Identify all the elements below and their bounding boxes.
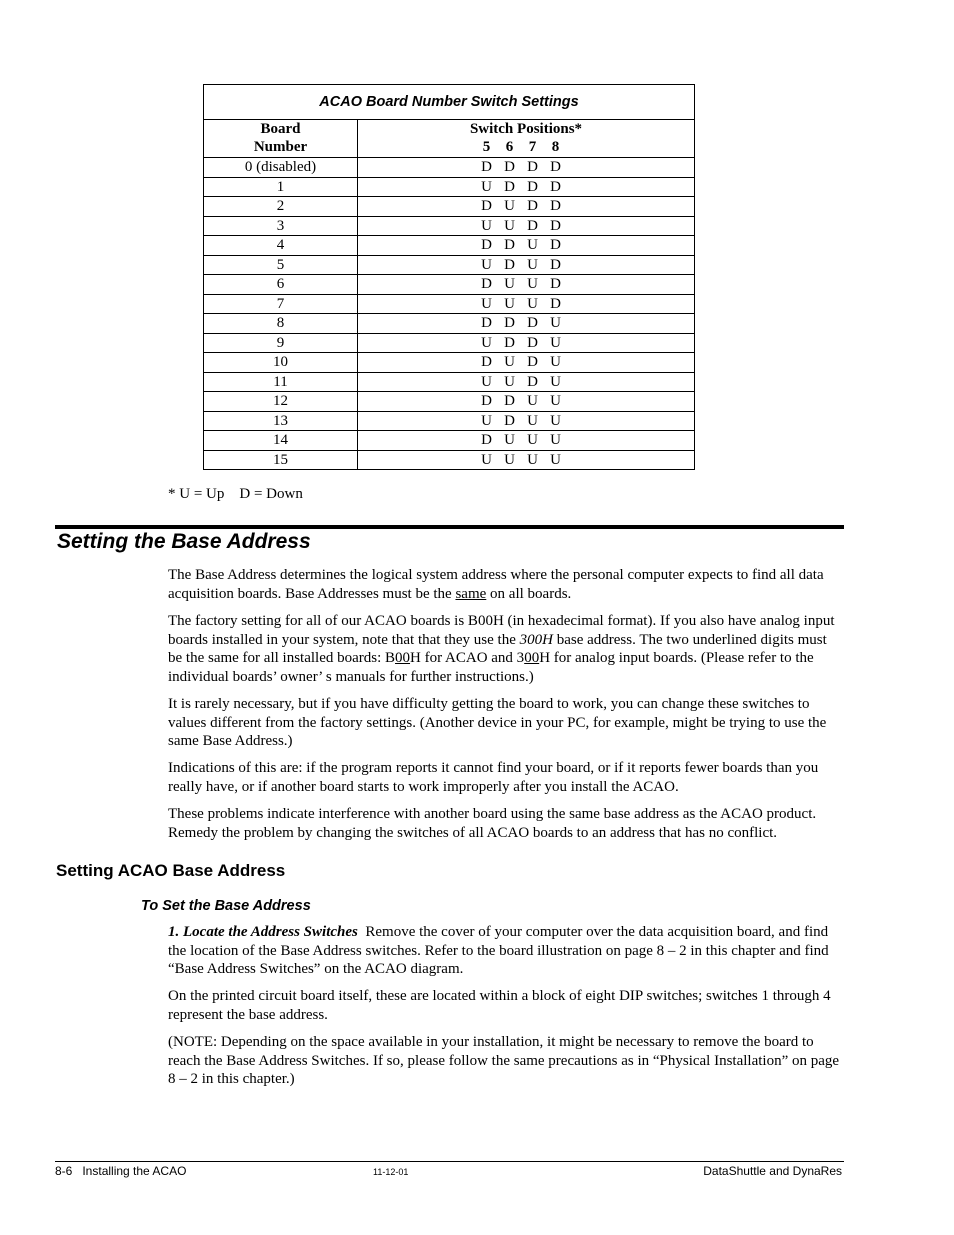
table-row	[204, 197, 695, 217]
switch-positions-cell	[358, 314, 695, 334]
footer-rule	[55, 1161, 844, 1162]
switch-number: 5	[482, 139, 491, 155]
switch-position: D	[504, 237, 515, 254]
paragraph-indications: Indications of this are: if the program reports it cannot find your board, or if it reports fewer boards than you really have, or if another board starts to work improperly after you install the ACAO.	[168, 760, 819, 795]
switch-position: D	[504, 315, 515, 332]
board-number-cell: 0 (disabled)	[204, 158, 358, 178]
para2-text-d: H for analog input boards. (Please refer to the individual boards’ owner’ s manuals for further instructions.)	[168, 650, 814, 685]
board-number-cell: 2	[204, 197, 358, 217]
switch-positions-group	[475, 334, 567, 352]
switch-position: U	[550, 393, 561, 410]
switch-position: U	[481, 217, 492, 234]
switch-position: U	[550, 315, 561, 332]
switch-settings-table-wrapper	[203, 84, 695, 470]
para2-text-a: The factory setting for all of our ACAO boards is B00H (in hexadecimal format). If you also have analog input boards installed in your system, note that that they use the	[168, 613, 835, 648]
switch-positions-cell	[358, 216, 695, 236]
board-number-cell: 5	[204, 255, 358, 275]
table-body	[204, 158, 695, 470]
paragraph-factory-setting	[168, 612, 844, 686]
table-row	[204, 450, 695, 470]
section-title: Setting the Base Address	[57, 530, 311, 553]
switch-positions-cell	[358, 294, 695, 314]
switch-position: U	[550, 432, 561, 449]
switch-position: U	[504, 276, 515, 293]
switch-positions-group	[475, 451, 567, 469]
table-row	[204, 255, 695, 275]
switch-position: D	[504, 159, 515, 176]
switch-position: D	[550, 256, 561, 273]
switch-position: D	[481, 354, 492, 371]
switch-positions-cell	[358, 255, 695, 275]
procedure-title: To Set the Base Address	[141, 898, 311, 914]
switch-position: U	[481, 178, 492, 195]
switch-position: D	[481, 315, 492, 332]
switch-position: U	[481, 334, 492, 351]
switch-position: D	[527, 217, 538, 234]
board-number-cell: 14	[204, 431, 358, 451]
switch-position: U	[481, 412, 492, 429]
switch-positions-cell	[358, 236, 695, 256]
board-number-cell: 9	[204, 333, 358, 353]
switch-position: D	[504, 334, 515, 351]
switch-positions-cell	[358, 177, 695, 197]
switch-positions-cell	[358, 275, 695, 295]
footer-right: DataShuttle and DynaRes	[703, 1164, 842, 1178]
switch-number: 7	[528, 139, 537, 155]
switch-positions-cell	[358, 450, 695, 470]
switch-positions-group	[475, 158, 567, 176]
switch-position: U	[481, 256, 492, 273]
table-row	[204, 392, 695, 412]
switch-number: 6	[505, 139, 514, 155]
switch-number-row	[475, 138, 567, 156]
para1-underlined: same	[455, 585, 487, 602]
section-rule	[55, 525, 844, 529]
switch-position: D	[527, 159, 538, 176]
header-board-line2: Number	[253, 139, 308, 155]
switch-positions-group	[475, 412, 567, 430]
switch-position: D	[550, 237, 561, 254]
switch-position: D	[504, 393, 515, 410]
table-row	[204, 333, 695, 353]
switch-position: U	[504, 217, 515, 234]
switch-position: D	[527, 354, 538, 371]
board-number-cell: 3	[204, 216, 358, 236]
header-switch-line1: Switch Positions*	[469, 121, 583, 137]
para1-text-a: The Base Address determines the logical system address where the personal computer expects to find all data acquisition boards. Base Addresses must be the	[168, 567, 824, 602]
switch-positions-group	[475, 275, 567, 293]
switch-position: D	[527, 198, 538, 215]
switch-position: D	[504, 178, 515, 195]
switch-position: D	[527, 178, 538, 195]
switch-position: U	[504, 354, 515, 371]
switch-position: D	[481, 198, 492, 215]
switch-positions-cell	[358, 431, 695, 451]
table-row	[204, 158, 695, 178]
paragraph-rarely-necessary: It is rarely necessary, but if you have difficulty getting the board to work, you can change these switches to values different from the factory settings. (Another device in your PC, for example, might be trying to use the same Base Address.)	[168, 696, 827, 749]
switch-position: U	[527, 295, 538, 312]
paragraph-interference: These problems indicate interference with another board using the same base address as the ACAO product. Remedy the problem by changing the switches of all ACAO boards to an address that has no conflict.	[168, 806, 817, 841]
footer-date: 11-12-01	[373, 1167, 409, 1177]
switch-position: D	[527, 334, 538, 351]
header-board-line1: Board	[260, 121, 301, 137]
switch-positions-cell	[358, 353, 695, 373]
subsection-title: Setting ACAO Base Address	[56, 861, 286, 880]
switch-position: D	[481, 432, 492, 449]
switch-position: U	[481, 295, 492, 312]
board-number-cell: 11	[204, 372, 358, 392]
board-number-cell: 8	[204, 314, 358, 334]
switch-positions-cell	[358, 197, 695, 217]
switch-positions-cell	[358, 392, 695, 412]
table-row	[204, 353, 695, 373]
switch-position: U	[504, 295, 515, 312]
board-number-cell: 7	[204, 294, 358, 314]
switch-position: U	[481, 451, 492, 468]
switch-positions-cell	[358, 411, 695, 431]
switch-position: U	[527, 256, 538, 273]
switch-position: U	[504, 373, 515, 390]
switch-position: U	[527, 237, 538, 254]
table-row	[204, 294, 695, 314]
switch-position: D	[550, 217, 561, 234]
para1-text-b: on all boards.	[486, 585, 572, 602]
para2-text-b: base address. The two underlined digits must be the same for all installed boards: B	[168, 631, 827, 666]
switch-position: U	[527, 432, 538, 449]
board-number-cell: 12	[204, 392, 358, 412]
switch-position: D	[550, 159, 561, 176]
switch-position: D	[550, 276, 561, 293]
switch-position: D	[550, 198, 561, 215]
para2-underlined-2: 00	[524, 650, 540, 666]
board-number-cell: 4	[204, 236, 358, 256]
board-number-cell: 1	[204, 177, 358, 197]
switch-positions-cell	[358, 333, 695, 353]
switch-position: D	[481, 159, 492, 176]
board-number-cell: 10	[204, 353, 358, 373]
board-number-cell: 13	[204, 411, 358, 431]
paragraph-note: (NOTE: Depending on the space available in your installation, it might be necessary to remove the board to reach the Base Address Switches. If so, please follow the same precautions as in “Physical Installation” on page 8 – 2 in this chapter.)	[168, 1034, 840, 1087]
switch-position: D	[481, 237, 492, 254]
switch-position: D	[550, 178, 561, 195]
switch-positions-group	[475, 373, 567, 391]
switch-position: U	[550, 334, 561, 351]
table-row	[204, 275, 695, 295]
switch-number: 8	[551, 139, 560, 155]
switch-positions-group	[475, 431, 567, 449]
switch-positions-group	[475, 178, 567, 196]
paragraph-base-address-intro	[168, 566, 844, 603]
header-board-number	[204, 120, 358, 158]
switch-positions-group	[475, 392, 567, 410]
switch-position: D	[527, 373, 538, 390]
para2-italic: 300H	[519, 631, 553, 648]
switch-positions-group	[475, 236, 567, 254]
switch-positions-group	[475, 353, 567, 371]
header-switch-positions	[358, 120, 695, 158]
table-row	[204, 431, 695, 451]
switch-position: U	[504, 432, 515, 449]
board-number-cell: 6	[204, 275, 358, 295]
table-row	[204, 372, 695, 392]
switch-position: U	[550, 354, 561, 371]
switch-position: D	[504, 256, 515, 273]
table-title: ACAO Board Number Switch Settings	[204, 85, 695, 120]
switch-position: D	[481, 276, 492, 293]
table-row	[204, 216, 695, 236]
para2-underlined-1: 00	[395, 650, 411, 666]
switch-position: U	[504, 198, 515, 215]
switch-position: U	[550, 373, 561, 390]
switch-positions-cell	[358, 158, 695, 178]
footer-left: 8-6 Installing the ACAO	[55, 1164, 187, 1178]
switch-position: U	[550, 412, 561, 429]
step1-text: Remove the cover of your computer over the data acquisition board, and find the location of the Base Address switches. Refer to the board illustration on page 8 – 2 in this chapter and find “Base Address Switches” on the ACAO diagram.	[168, 924, 833, 977]
switch-position: D	[550, 295, 561, 312]
switch-settings-table	[203, 84, 695, 470]
switch-position: D	[527, 315, 538, 332]
table-row	[204, 236, 695, 256]
switch-positions-group	[475, 217, 567, 235]
switch-positions-group	[475, 314, 567, 332]
para2-text-c: H for ACAO and 3	[410, 650, 525, 666]
table-footnote: * U = Up D = Down	[168, 486, 303, 502]
switch-positions-group	[475, 256, 567, 274]
switch-position: U	[550, 451, 561, 468]
step1-lead: 1. Locate the Address Switches	[168, 924, 358, 940]
board-number-cell: 15	[204, 450, 358, 470]
paragraph-step-1	[168, 923, 844, 979]
table-row	[204, 177, 695, 197]
switch-position: U	[481, 373, 492, 390]
table-row	[204, 314, 695, 334]
switch-positions-cell	[358, 372, 695, 392]
switch-position: U	[527, 451, 538, 468]
switch-positions-group	[475, 197, 567, 215]
switch-position: D	[504, 412, 515, 429]
switch-position: U	[527, 412, 538, 429]
switch-position: U	[527, 393, 538, 410]
switch-position: D	[481, 393, 492, 410]
switch-position: U	[527, 276, 538, 293]
paragraph-dip-switches: On the printed circuit board itself, these are located within a block of eight DIP switches; switches 1 through 4 represent the base address.	[168, 988, 831, 1023]
switch-position: U	[504, 451, 515, 468]
switch-positions-group	[475, 295, 567, 313]
table-row	[204, 411, 695, 431]
